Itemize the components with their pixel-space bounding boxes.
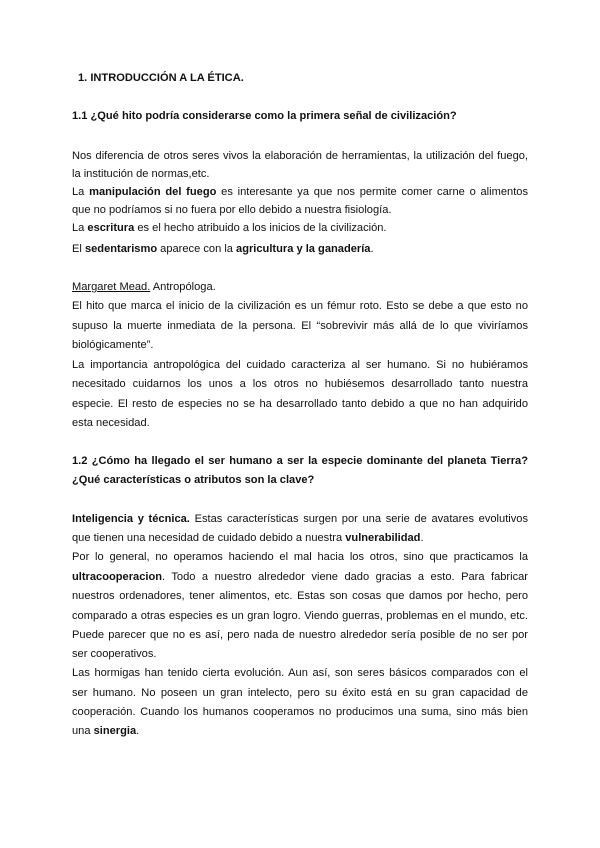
text-line: La importancia antropológica del cuidado caracteriza al ser humano. Si no hubiéramos — [72, 359, 528, 371]
subsection-heading: 1.2 ¿Cómo ha llegado el ser humano a ser la especie dominante del planeta Tierra? — [72, 455, 528, 467]
text-line: Nos diferencia de otros seres vivos la elaboración de herramientas, la utilización del fuego, — [72, 150, 528, 162]
text-line: ultracooperacion. Todo a nuestro alrededor viene dado gracias a esto. Para fabricar — [72, 571, 528, 583]
subsection-heading: ¿Qué características o atributos son la clave? — [72, 474, 315, 486]
text-line: Por lo general, no operamos haciendo el mal hacia los otros, sino que practicamos la — [72, 551, 528, 563]
text-line: Margaret Mead. Antropóloga. — [72, 281, 216, 293]
text-line: El hito que marca el inicio de la civilización es un fémur roto. Esto se debe a que esto no — [72, 300, 528, 312]
text-line: esta necesidad. — [72, 417, 150, 429]
text-line: cooperación. Cuando los humanos cooperamos no producimos una suma, sino más bien — [72, 706, 528, 718]
text-line: que tienen una necesidad de cuidado debido a nuestra vulnerabilidad. — [72, 532, 424, 544]
text-line: ser humano. No poseen un gran intelecto, pero su éxito está en su gran capacidad de — [72, 687, 528, 699]
text-line: especie. El resto de especies no se ha desarrollado tanto debido a que no han adquirido — [72, 398, 528, 410]
subsection-heading: 1.1 ¿Qué hito podría considerarse como la primera señal de civilización? — [72, 110, 457, 122]
text-line: Las hormigas han tenido cierta evolución. Aun así, son seres básicos comparados con el — [72, 667, 528, 679]
text-line: que no podríamos si no fuera por ello debido a nuestra fisiología. — [72, 204, 392, 216]
text-line: ser cooperativos. — [72, 648, 157, 660]
text-line: El sedentarismo aparece con la agricultura y la ganadería. — [72, 243, 374, 255]
text-line: comparado a otras especies es un gran logro. Viendo guerras, problemas en el mundo, etc. — [72, 610, 528, 622]
text-line: una sinergia. — [72, 725, 140, 737]
text-line: la institución de normas,etc. — [72, 168, 210, 180]
text-line: Inteligencia y técnica. Estas características surgen por una serie de avatares evolutivos — [72, 513, 529, 525]
section-heading: 1. INTRODUCCIÓN A LA ÉTICA. — [78, 72, 244, 84]
text-line: biológicamente”. — [72, 339, 154, 351]
text-line: nuestros ordenadores, tener alimentos, etc. Estas son cosas que damos por hecho, pero — [72, 590, 528, 602]
author-name: Margaret Mead. — [72, 281, 151, 293]
text-line: necesitado cuidarnos los unos a los otros no hubiésemos desarrollado tanto nuestra — [72, 378, 528, 390]
text-line: La manipulación del fuego es interesante ya que nos permite comer carne o alimentos — [72, 186, 528, 198]
text-line: La escritura es el hecho atribuido a los inicios de la civilización. — [72, 222, 387, 234]
text-line: supuso la muerte inmediata de la persona. El “sobrevivir más allá de lo que viviríamos — [72, 320, 528, 332]
text-line: Puede parecer que no es así, pero nada de nuestro alrededor sería posible de no ser por — [72, 629, 528, 641]
